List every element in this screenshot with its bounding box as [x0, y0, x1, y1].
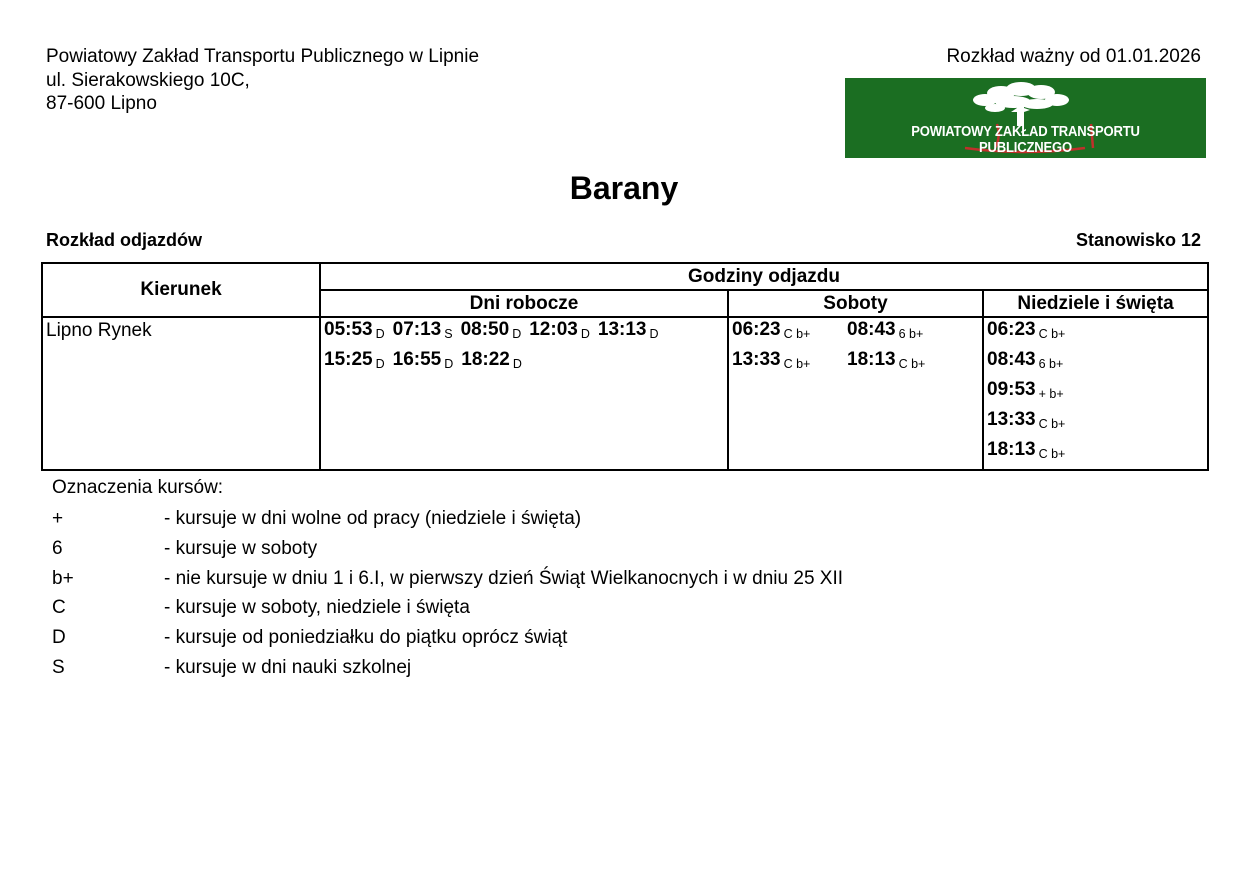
departure	[732, 319, 847, 341]
departure-time: 13:33	[732, 349, 781, 370]
departure	[987, 319, 1065, 341]
departure	[461, 349, 522, 371]
departure-time: 06:23	[987, 319, 1036, 340]
departure-mark: C b+	[783, 357, 811, 371]
departure-mark: D	[512, 357, 522, 371]
weekdays-cell	[320, 317, 728, 470]
departure-time: 09:53	[987, 379, 1036, 400]
departure-mark: + b+	[1038, 387, 1064, 401]
departure	[529, 319, 590, 341]
stop-name: Barany	[569, 170, 679, 206]
departure-line	[987, 379, 1207, 409]
departure-line	[987, 319, 1207, 349]
column-sundays-header: Niedziele i święta	[983, 290, 1208, 317]
departure-mark: C b+	[1038, 447, 1066, 461]
legend-title: Oznaczenia kursów:	[52, 477, 224, 498]
column-weekdays-header: Dni robocze	[320, 290, 728, 317]
legend-description: - kursuje w dni wolne od pracy (niedziele i święta)	[164, 508, 582, 529]
departure-mark: D	[444, 357, 454, 371]
company-city: 87-600 Lipno	[46, 93, 157, 114]
saturdays-cell	[728, 317, 983, 470]
departure-mark: C b+	[783, 327, 811, 341]
departure-line	[732, 319, 982, 349]
departure	[393, 349, 454, 371]
column-saturdays-header: Soboty	[728, 290, 983, 317]
legend-code: D	[52, 627, 66, 649]
departure-time: 05:53	[324, 319, 373, 340]
departure-time: 18:13	[847, 349, 896, 370]
departure-time: 07:13	[392, 319, 442, 340]
departure-time: 08:43	[987, 349, 1036, 370]
departure	[847, 349, 925, 371]
departure-time: 15:25	[324, 349, 373, 370]
legend-code: b+	[52, 567, 74, 589]
company-logo	[845, 78, 1206, 158]
departure	[393, 319, 453, 341]
departure-line	[987, 349, 1207, 379]
departure-time: 12:03	[529, 319, 578, 340]
legend-description: - kursuje w dni nauki szkolnej	[164, 656, 412, 678]
departure-mark: C b+	[898, 357, 926, 371]
logo-text: POWIATOWY ZAKŁAD TRANSPORTU PUBLICZNEGO	[911, 124, 1140, 156]
departure-mark: D	[649, 327, 659, 341]
departure-mark: D	[375, 327, 385, 341]
departure-mark: D	[580, 327, 590, 341]
departure-mark: D	[512, 327, 522, 341]
legend-code: C	[52, 597, 66, 619]
platform-label: Stanowisko 12	[1075, 230, 1201, 250]
departure-time: 13:13	[597, 319, 647, 340]
company-name: Powiatowy Zakład Transportu Publicznego w Lipnie	[46, 46, 480, 67]
departure	[847, 319, 923, 341]
direction-cell: Lipno Rynek	[42, 317, 320, 470]
timetable	[41, 262, 1209, 471]
legend-description: - nie kursuje w dniu 1 i 6.I, w pierwszy dzień Świąt Wielkanocnych i w dniu 25 XII	[164, 567, 844, 589]
departure	[598, 319, 659, 341]
departure-mark: S	[444, 327, 453, 341]
departure	[461, 319, 522, 341]
departure-line	[324, 319, 727, 349]
departure-time: 08:43	[847, 319, 896, 340]
departure-line	[987, 409, 1207, 439]
departure	[324, 349, 385, 371]
section-title: Rozkład odjazdów	[46, 230, 203, 250]
departure	[987, 409, 1065, 431]
legend-code: S	[52, 656, 65, 678]
column-direction-header: Kierunek	[42, 263, 320, 317]
departure-line	[732, 349, 982, 379]
departure-time: 18:13	[987, 439, 1036, 460]
column-departures-header: Godziny odjazdu	[320, 263, 1208, 290]
departure-line	[324, 349, 727, 379]
departure-time: 13:33	[987, 409, 1036, 430]
departure-mark: 6 b+	[1038, 357, 1064, 371]
company-street: ul. Sierakowskiego 10C,	[46, 69, 250, 91]
departure-time: 08:50	[460, 319, 510, 340]
departure	[987, 379, 1064, 401]
departure-time: 06:23	[732, 319, 781, 340]
legend-code: +	[52, 508, 64, 529]
company-address	[46, 45, 479, 116]
departure	[987, 439, 1065, 461]
departure-mark: C b+	[1038, 417, 1066, 431]
valid-from: Rozkład ważny od 01.01.2026	[946, 46, 1201, 67]
departure-mark: C b+	[1038, 327, 1066, 341]
sundays-cell	[983, 317, 1208, 470]
departure	[324, 319, 385, 341]
departure-mark: D	[375, 357, 385, 371]
legend-description: - kursuje od poniedziałku do piątku oprócz świąt	[164, 627, 568, 649]
table-row	[42, 317, 1208, 470]
legend-description: - kursuje w soboty, niedziele i święta	[164, 597, 470, 619]
departure	[987, 349, 1063, 371]
departure-line	[987, 439, 1207, 469]
departure-time: 18:22	[461, 349, 510, 370]
departure	[732, 349, 847, 371]
legend-description: - kursuje w soboty	[164, 537, 318, 559]
departure-mark: 6 b+	[898, 327, 924, 341]
legend-code: 6	[52, 537, 63, 559]
departure-time: 16:55	[392, 349, 442, 370]
